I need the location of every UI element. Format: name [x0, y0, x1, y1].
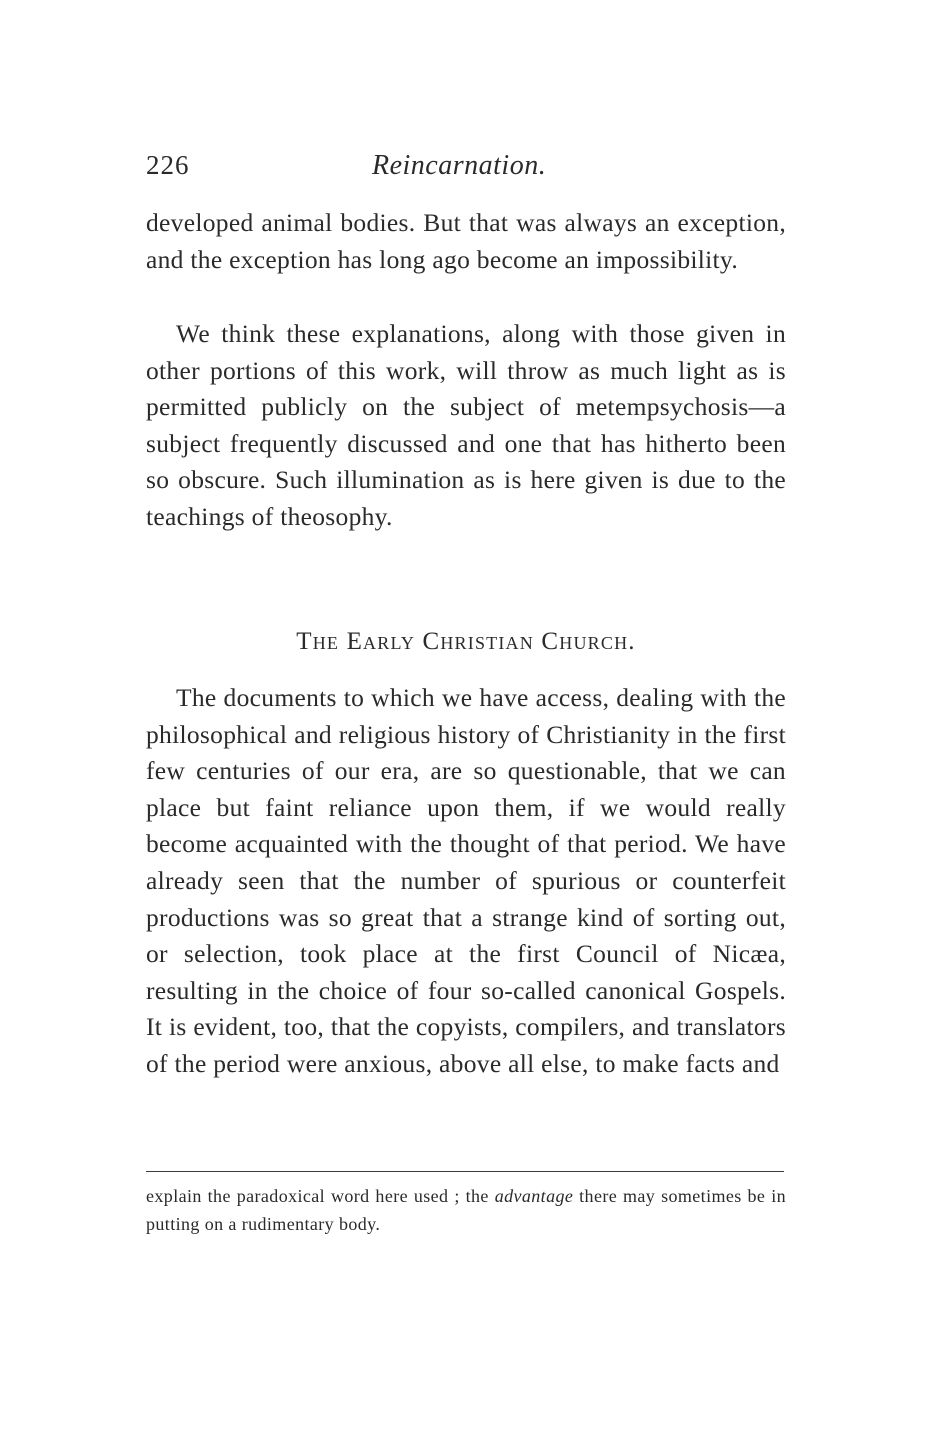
- paragraph-block: [146, 316, 786, 536]
- paragraph-theosophy: We think these explanations, along with those given in other portions of this work, will throw as much light as is permitted publicly on the subject of metempsychosis—a subject frequently discussed and one that has hitherto been so obscure. Such illumination as is here given is due to the teachings of theosophy.: [146, 319, 786, 531]
- footnote: [146, 1182, 786, 1238]
- paragraph-block: [146, 680, 786, 1083]
- footnote-divider: [146, 1171, 784, 1172]
- paragraph-documents: The documents to which we have access, dealing with the philosophical and religious history of Christianity in the first few centuries of our era, are so questionable, that we can place but faint reliance upon them, if we would really become acquainted with the thought of that period. We have already seen that the number of spurious or counterfeit productions was so great that a strange kind of sorting out, or selection, took place at the first Council of Nicæa, resulting in the choice of four so-called canonical Gospels. It is evident, too, that the copyists, compilers, and translators of the period were anxious, above all else, to make facts and: [146, 683, 786, 1078]
- footnote-emphasis: advantage: [494, 1186, 574, 1206]
- paragraph-continuation: developed animal bodies. But that was always an exception, and the exception has long ago become an impossibility.: [146, 208, 786, 274]
- section-heading: The Early Christian Church.: [296, 628, 636, 655]
- running-title: Reincarnation.: [372, 150, 547, 181]
- footnote-text-end: there may sometimes be in putting on a rudimentary body.: [146, 1186, 787, 1234]
- continued-paragraph: [146, 205, 786, 278]
- page-number: 226: [146, 150, 190, 180]
- running-head: [146, 150, 786, 190]
- footnote-text-start: explain the paradoxical word here used ; the: [146, 1186, 495, 1206]
